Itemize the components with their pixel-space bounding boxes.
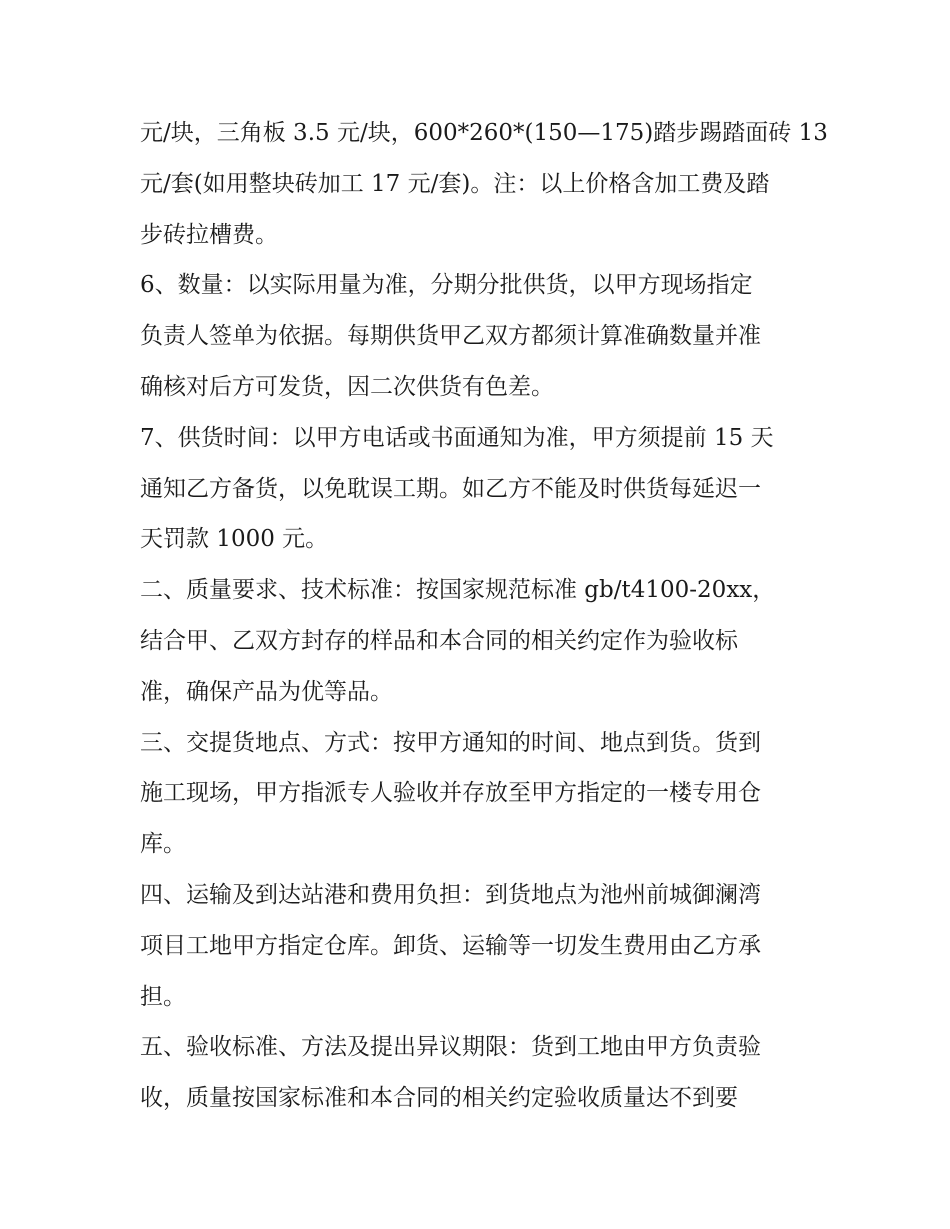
text-line: 元/块，三角板 3.5 元/块，600*260*(150—175)踏步踢踏面砖 13 (140, 120, 828, 146)
text-line: 四、运输及到达站港和费用负担：到货地点为池州前城御澜湾 (140, 881, 761, 908)
text-line: 五、验收标准、方法及提出异议期限：货到工地由甲方负责验 (140, 1034, 761, 1061)
text-line: 通知乙方备货，以免耽误工期。如乙方不能及时供货每延迟一 (140, 475, 761, 502)
text-line: 6、数量：以实际用量为准，分期分批供货，以甲方现场指定 (140, 272, 753, 299)
body-text (140, 108, 828, 1124)
text-line: 库。 (140, 831, 186, 858)
text-line: 三、交提货地点、方式：按甲方通知的时间、地点到货。货到 (140, 729, 761, 756)
text-line: 项目工地甲方指定仓库。卸货、运输等一切发生费用由乙方承 (140, 932, 761, 959)
text-line: 7、供货时间：以甲方电话或书面通知为准，甲方须提前 15 天 (140, 424, 774, 451)
text-line: 确核对后方可发货，因二次供货有色差。 (140, 373, 554, 400)
text-line: 元/套(如用整块砖加工 17 元/套)。注：以上价格含加工费及踏 (140, 170, 770, 197)
text-line: 二、质量要求、技术标准：按国家规范标准 gb/t4100-20xx， (140, 577, 776, 604)
text-line: 担。 (140, 983, 186, 1010)
text-line: 收，质量按国家标准和本合同的相关约定验收质量达不到要 (140, 1085, 738, 1112)
text-line: 步砖拉槽费。 (140, 221, 278, 248)
text-line: 施工现场，甲方指派专人验收并存放至甲方指定的一楼专用仓 (140, 780, 761, 807)
text-line: 准，确保产品为优等品。 (140, 678, 393, 705)
text-line: 结合甲、乙双方封存的样品和本合同的相关约定作为验收标 (140, 627, 738, 654)
text-line: 天罚款 1000 元。 (140, 526, 329, 553)
text-line: 负责人签单为依据。每期供货甲乙双方都须计算准确数量并准 (140, 323, 761, 350)
